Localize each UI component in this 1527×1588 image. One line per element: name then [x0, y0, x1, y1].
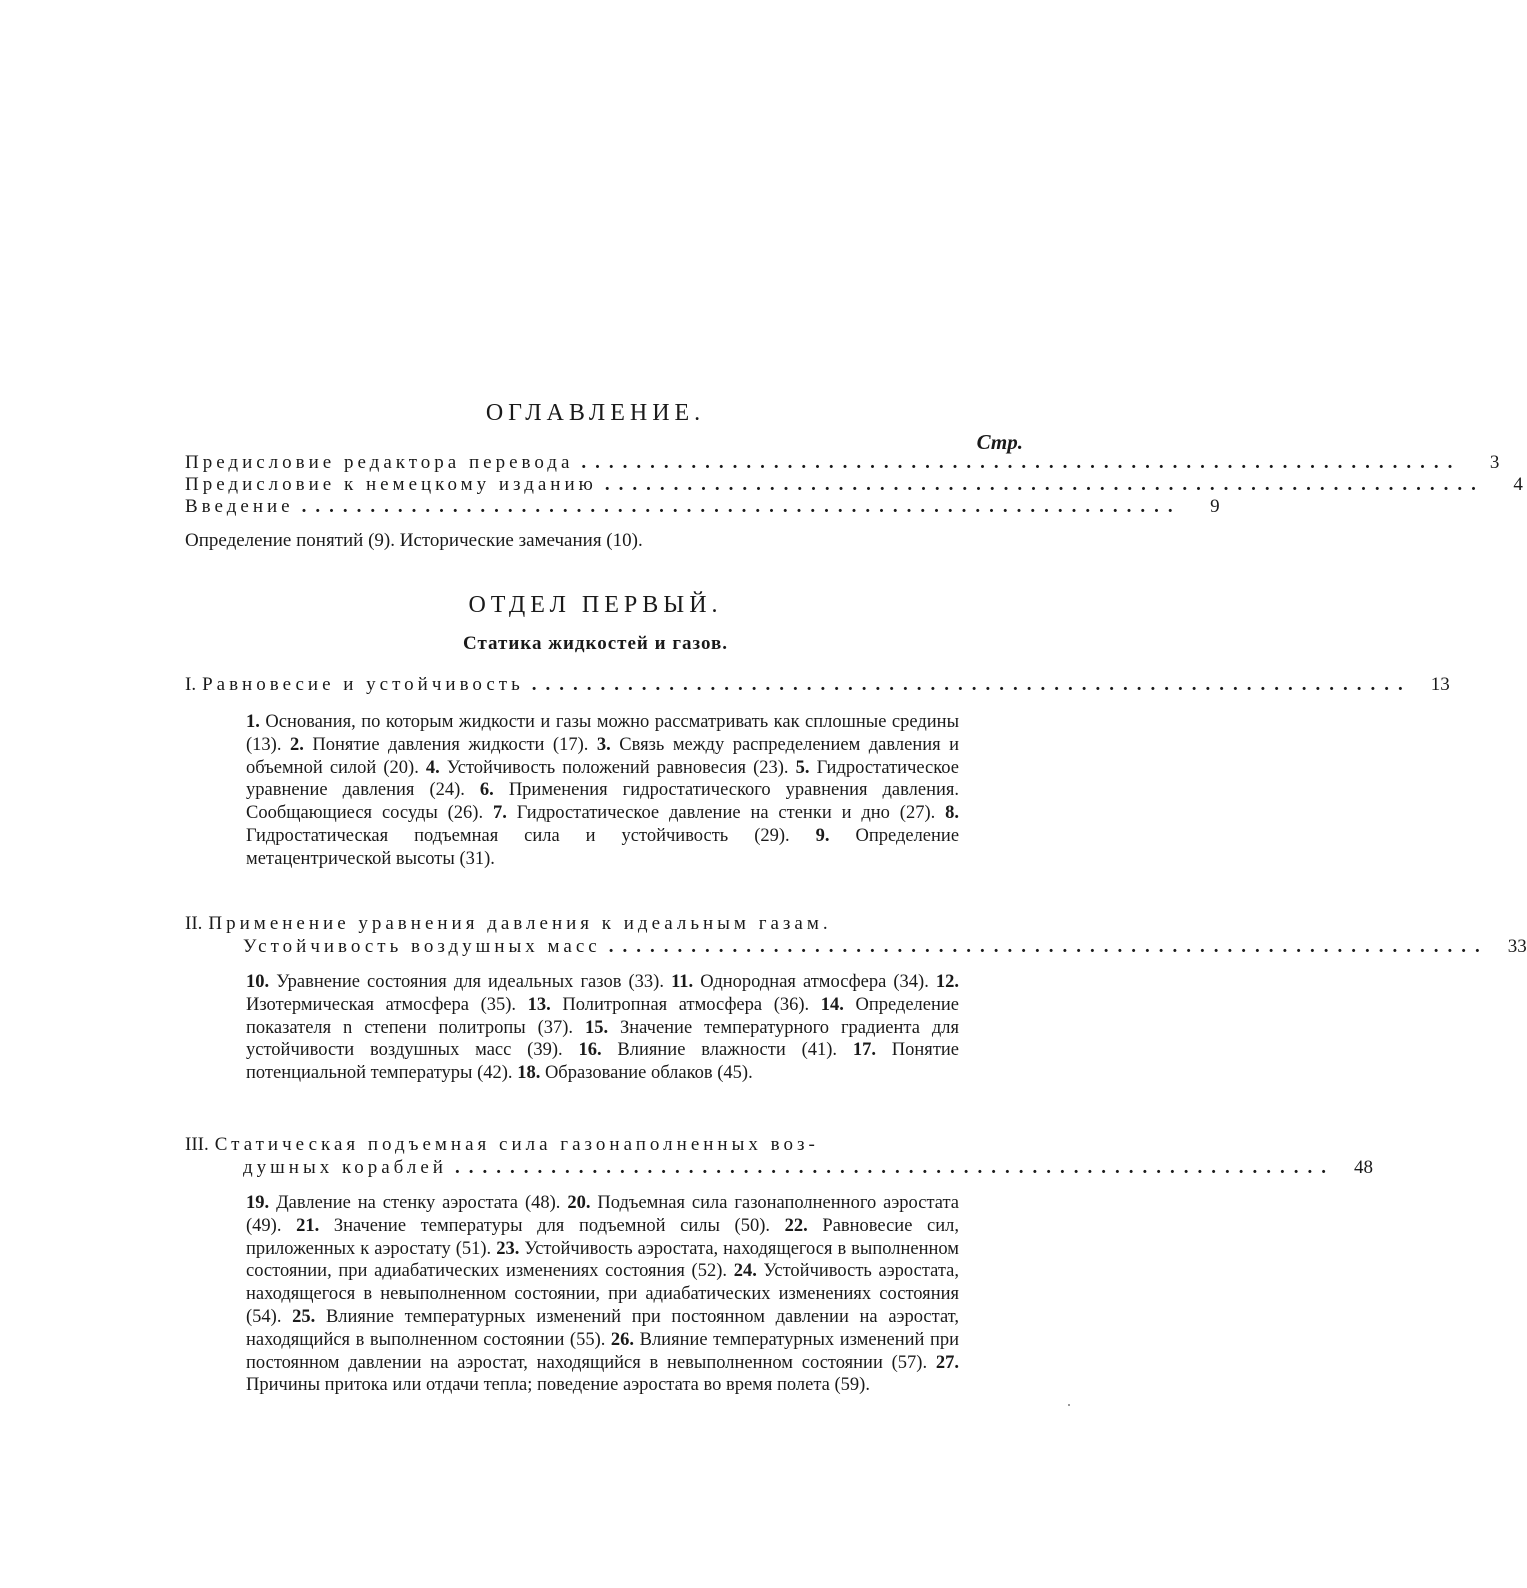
item-number: 1.: [246, 712, 260, 732]
chapter-title-row-2: [185, 1156, 1373, 1179]
item-text: Применения гидростатического уравнения давления. Сообщающиеся сосуды (26).: [246, 780, 960, 824]
intro-subtopics: Определение понятий (9). Исторические замечания (10).: [185, 530, 643, 551]
item-text: Устойчивость аэростата, находящегося в невыполненном состоянии, при адиабатических изменениях состояния (54).: [246, 1261, 960, 1327]
item-text: Гидростатическое уравнение давления (24).: [246, 757, 959, 801]
entry-page: 3: [1489, 452, 1500, 473]
item-number: 3.: [596, 734, 611, 755]
item-text: Устойчивость положений равновесия (23).: [446, 757, 789, 778]
item-text: Связь между распределением давления и объемной силой (20).: [246, 734, 960, 778]
dot-leader: ................................................................: [604, 474, 1485, 495]
entry-title: Предисловие к немецкому изданию: [185, 474, 597, 495]
item-number: 13.: [527, 994, 551, 1015]
item-text: Основания, по которым жидкости и газы можно рассматривать как сплошные средины (13).: [246, 712, 959, 755]
toc-heading: ОГЛАВЛЕНИЕ.: [485, 400, 706, 426]
item-number: 6.: [479, 780, 494, 801]
entry-title: Введение: [185, 496, 294, 517]
chapter-title-row: [185, 912, 1007, 935]
item-text: Определение метацентрической высоты (31).: [246, 825, 960, 869]
item-number: 20.: [567, 1193, 591, 1213]
item-number: 12.: [935, 972, 960, 992]
entry-title: Предисловие редактора перевода: [185, 452, 574, 473]
chapter-title-continued: душных кораблей: [243, 1157, 447, 1178]
item-number: 23.: [496, 1238, 520, 1259]
item-text: Политропная атмосфера (36).: [562, 994, 810, 1015]
chapter-title: Статическая подъемная сила газонаполненных воз-: [214, 1134, 819, 1155]
item-number: 18.: [517, 1063, 541, 1084]
item-text: Изотермическая атмосфера (35).: [246, 994, 517, 1015]
item-number: 19.: [246, 1193, 270, 1213]
item-number: 16.: [578, 1040, 602, 1061]
item-text: Значение температуры для подъемной силы (50).: [333, 1215, 770, 1236]
chapter-page: 33: [1507, 936, 1527, 957]
item-number: 11.: [671, 972, 694, 992]
toc-entry-foreword-editor[interactable]: [185, 452, 1500, 474]
item-text: Определение показателя n степени политропы (37).: [246, 994, 960, 1038]
item-text: Влияние температурных изменений при постоянном давлении на аэростат, находящийся в невыполненном состоянии (57).: [246, 1329, 960, 1373]
chapter-title-row: [185, 1133, 1007, 1156]
item-number: 21.: [296, 1215, 320, 1236]
chapter-title-row: [185, 673, 1450, 696]
item-number: 26.: [610, 1329, 635, 1350]
chapter-title: Применение уравнения давления к идеальным газам.: [208, 913, 832, 934]
item-number: 9.: [815, 825, 830, 846]
item-text: Причины притока или отдачи тепла; поведение аэростата во время полета (59).: [246, 1375, 870, 1396]
item-number: 10.: [246, 972, 270, 992]
item-number: 15.: [584, 1017, 609, 1038]
dot-leader: ................................................................: [454, 1157, 1335, 1178]
item-text: Уравнение состояния для идеальных газов (33).: [276, 972, 664, 992]
chapter-title-continued: Устойчивость воздушных масс: [243, 936, 601, 957]
chapter-2-contents: [246, 971, 959, 1085]
part-heading: ОТДЕЛ ПЕРВЫЙ.: [468, 592, 723, 618]
item-number: 4.: [425, 757, 440, 778]
chapter-page: 13: [1430, 674, 1450, 695]
item-text: Понятие давления жидкости (17).: [312, 734, 589, 755]
chapter-number: I.: [185, 674, 197, 695]
chapter-title-row-2: [185, 935, 1527, 958]
item-number: 7.: [492, 803, 507, 824]
item-text: Давление на стенку аэростата (48).: [276, 1193, 561, 1213]
dot-leader: ................................................................: [608, 936, 1489, 957]
item-number: 8.: [945, 803, 959, 824]
item-text: Равновесие сил, приложенных к аэростату (51).: [246, 1215, 960, 1259]
item-number: 24.: [733, 1261, 757, 1282]
item-text: Подъемная сила газонаполненного аэростата (49).: [246, 1193, 960, 1236]
item-text: Однородная атмосфера (34).: [700, 972, 929, 992]
item-number: 25.: [292, 1306, 316, 1327]
item-number: 5.: [795, 757, 810, 778]
chapter-2[interactable]: [185, 912, 1527, 958]
item-text: Влияние влажности (41).: [617, 1040, 838, 1061]
item-text: Гидростатическое давление на стенки и дно (27).: [516, 803, 936, 824]
item-number: 22.: [784, 1215, 808, 1236]
chapter-3-contents: [246, 1192, 959, 1397]
dot-leader: ................................................................: [581, 452, 1462, 473]
item-number: 14.: [820, 994, 844, 1015]
chapter-1[interactable]: [185, 673, 1450, 696]
chapter-page: 48: [1353, 1157, 1373, 1178]
dot-leader: ................................................................: [301, 496, 1182, 517]
scan-speck: [1068, 1404, 1070, 1406]
item-text: Влияние температурных изменений при постоянном давлении на аэростат, находящийся в выполненном состоянии (55).: [246, 1306, 959, 1350]
toc-entry-foreword-german[interactable]: [185, 474, 1523, 496]
toc-entry-introduction[interactable]: [185, 496, 1220, 518]
page-column-label: Стр.: [976, 430, 1023, 454]
chapter-number: II.: [185, 913, 203, 934]
entry-page: 4: [1513, 474, 1523, 495]
part-subheading: Статика жидкостей и газов.: [462, 633, 729, 654]
item-text: Гидростатическая подъемная сила и устойчивость (29).: [246, 825, 790, 846]
item-number: 17.: [852, 1040, 876, 1061]
chapter-title: Равновесие и устойчивость: [202, 674, 524, 695]
item-text: Понятие потенциальной температуры (42).: [246, 1040, 960, 1084]
item-number: 2.: [289, 734, 304, 755]
item-text: Образование облаков (45).: [544, 1063, 753, 1084]
entry-page: 9: [1210, 496, 1220, 517]
chapter-number: III.: [185, 1134, 209, 1155]
chapter-3[interactable]: [185, 1133, 1373, 1179]
item-text: Значение температурного градиента для устойчивости воздушных масс (39).: [246, 1017, 959, 1061]
item-number: 27.: [935, 1352, 960, 1373]
dot-leader: ................................................................: [531, 674, 1412, 695]
item-text: Устойчивость аэростата, находящегося в выполненном состоянии, при адиабатических изменениях состояния (52).: [246, 1238, 960, 1282]
chapter-1-contents: [246, 711, 959, 871]
front-entries: [185, 452, 1523, 518]
